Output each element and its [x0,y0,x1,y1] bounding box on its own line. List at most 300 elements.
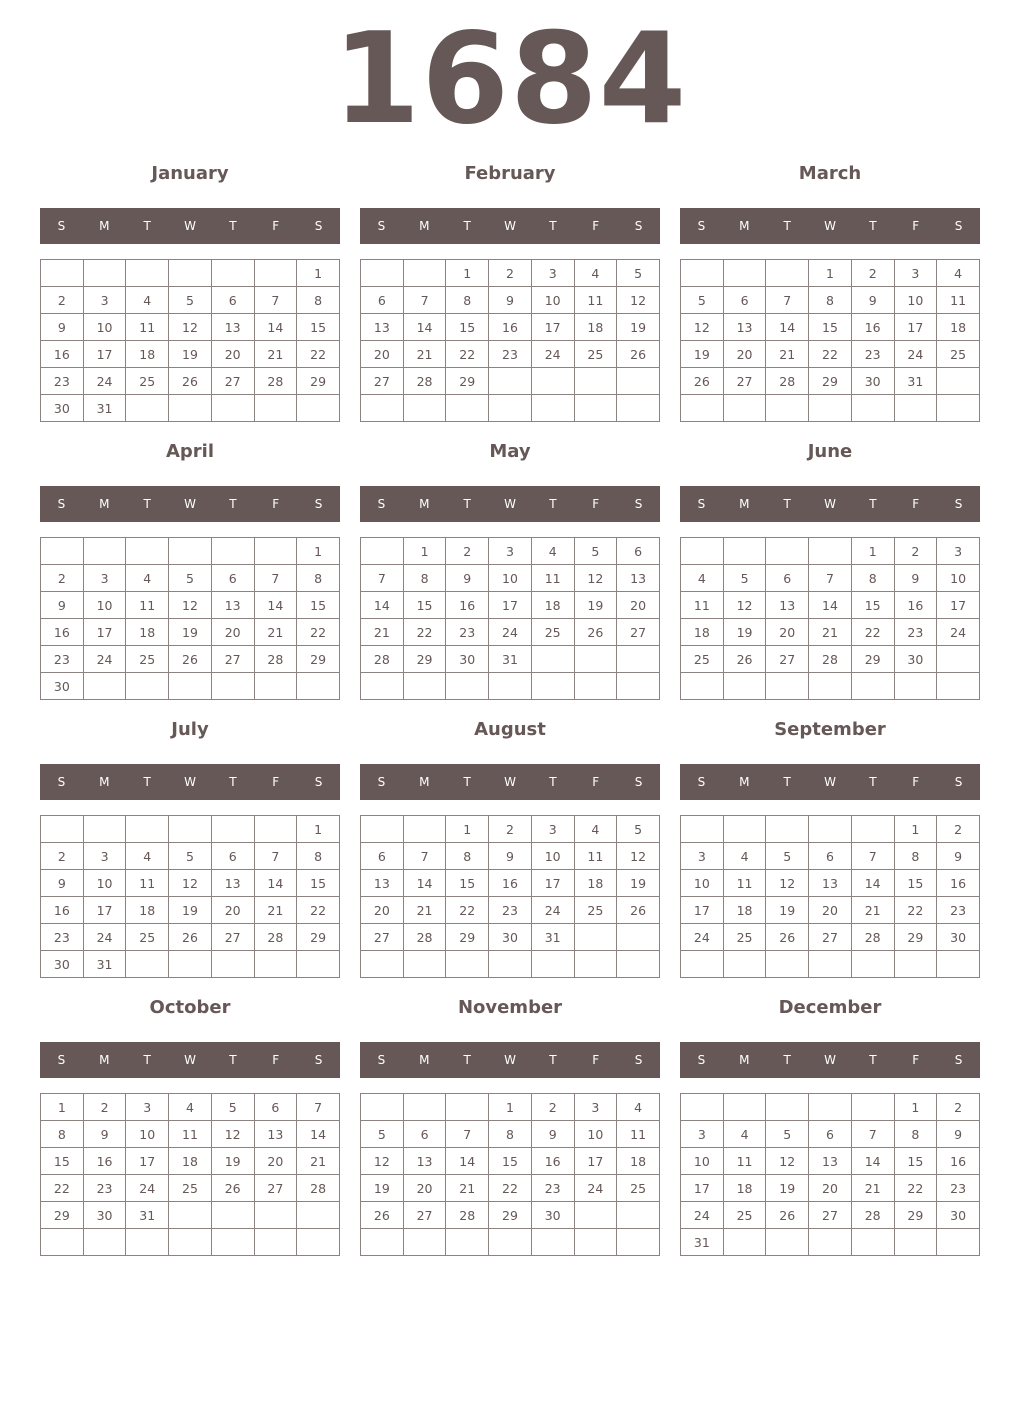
day-cell [574,1202,617,1229]
day-cell [681,951,724,978]
day-cell [126,395,169,422]
year-title: 1684 [332,5,688,152]
day-cell: 2 [531,1094,574,1121]
weekday-label: W [184,497,196,511]
month-march [680,156,980,422]
day-cell: 20 [809,1175,852,1202]
weekday-label: S [377,497,386,511]
day-cell [681,816,724,843]
day-cell: 11 [723,870,766,897]
day-cell: 14 [809,592,852,619]
weekday-label: T [143,1053,151,1067]
day-cell [617,1202,660,1229]
day-cell: 22 [41,1175,84,1202]
day-cell [361,1094,404,1121]
day-cell [723,673,766,700]
weekday-header [40,1042,340,1078]
day-cell [766,395,809,422]
weekday-label: T [783,219,791,233]
day-cell: 30 [446,646,489,673]
day-cell: 15 [894,1148,937,1175]
day-cell: 26 [723,646,766,673]
day-cell: 27 [254,1175,297,1202]
day-cell [297,951,340,978]
day-cell [211,1202,254,1229]
weekday-label: S [954,219,963,233]
week-row [681,1121,980,1148]
day-cell: 7 [403,287,446,314]
day-cell [766,260,809,287]
week-row [361,816,660,843]
day-grid [40,1093,340,1256]
week-row [361,1094,660,1121]
day-cell: 13 [211,314,254,341]
day-cell: 5 [574,538,617,565]
day-cell: 9 [937,1121,980,1148]
day-cell [126,816,169,843]
day-cell: 19 [169,897,212,924]
day-cell: 4 [126,843,169,870]
day-cell: 18 [126,897,169,924]
day-cell: 17 [894,314,937,341]
weekday-label: F [912,219,920,233]
weekday-label: T [229,219,237,233]
day-grid [40,815,340,978]
weekday-header [40,486,340,522]
day-cell [723,951,766,978]
day-cell [169,1229,212,1256]
day-cell: 9 [531,1121,574,1148]
day-cell: 1 [851,538,894,565]
day-cell: 20 [723,341,766,368]
day-cell: 17 [574,1148,617,1175]
day-cell [361,395,404,422]
day-cell: 18 [574,314,617,341]
weekday-label: S [377,775,386,789]
day-cell [937,368,980,395]
week-row [361,897,660,924]
day-cell [361,951,404,978]
weekday-label: F [592,1053,600,1067]
weekday-label: S [634,775,643,789]
day-cell [851,1094,894,1121]
day-cell: 15 [809,314,852,341]
day-cell: 12 [617,287,660,314]
day-cell: 29 [446,368,489,395]
day-cell: 1 [446,260,489,287]
day-cell: 23 [41,924,84,951]
day-cell: 7 [254,843,297,870]
day-cell: 12 [169,592,212,619]
day-cell [723,260,766,287]
weekday-label: M [739,1053,750,1067]
day-cell: 26 [617,341,660,368]
weekday-header [680,208,980,244]
day-cell: 29 [894,924,937,951]
day-cell: 17 [83,897,126,924]
day-cell: 23 [41,646,84,673]
day-cell: 21 [361,619,404,646]
day-cell: 29 [851,646,894,673]
day-cell [617,1229,660,1256]
month-name: August [474,719,546,740]
day-cell: 15 [41,1148,84,1175]
day-cell: 14 [851,870,894,897]
day-cell: 24 [83,924,126,951]
day-cell: 15 [297,592,340,619]
day-cell [126,260,169,287]
day-cell: 21 [254,341,297,368]
day-cell: 30 [851,368,894,395]
day-cell: 8 [851,565,894,592]
week-row [361,1148,660,1175]
weekday-label: T [869,1053,877,1067]
day-cell: 3 [937,538,980,565]
week-row [41,816,340,843]
day-cell: 27 [809,924,852,951]
weekday-label: M [419,775,430,789]
day-cell: 28 [254,924,297,951]
day-cell: 19 [617,870,660,897]
month-name: June [807,441,853,462]
day-cell: 4 [574,260,617,287]
week-row [41,368,340,395]
day-cell [574,395,617,422]
day-cell: 16 [937,870,980,897]
day-cell: 10 [894,287,937,314]
day-cell: 17 [681,1175,724,1202]
day-cell [617,673,660,700]
day-cell: 1 [446,816,489,843]
day-cell: 25 [574,897,617,924]
week-row [41,924,340,951]
day-cell: 23 [489,897,532,924]
weekday-label: F [272,1053,280,1067]
month-name: December [778,997,882,1018]
day-cell [851,951,894,978]
day-cell: 13 [809,1148,852,1175]
month-november [360,990,660,1256]
day-cell: 10 [574,1121,617,1148]
day-cell: 3 [681,843,724,870]
day-cell [574,673,617,700]
day-cell [617,951,660,978]
day-cell: 12 [574,565,617,592]
weekday-label: T [229,497,237,511]
week-row [681,1229,980,1256]
day-cell: 12 [211,1121,254,1148]
weekday-label: S [634,497,643,511]
day-cell [766,673,809,700]
day-cell: 30 [41,673,84,700]
day-cell: 4 [617,1094,660,1121]
day-cell: 1 [41,1094,84,1121]
day-cell [894,951,937,978]
day-cell: 2 [83,1094,126,1121]
day-cell [361,673,404,700]
day-cell: 4 [126,287,169,314]
day-cell [41,538,84,565]
day-cell: 22 [446,341,489,368]
day-cell [126,673,169,700]
day-cell: 2 [41,287,84,314]
day-cell: 6 [211,843,254,870]
day-cell: 28 [766,368,809,395]
weekday-header [680,486,980,522]
day-cell: 9 [489,287,532,314]
day-cell [489,1229,532,1256]
day-cell: 7 [254,565,297,592]
weekday-header [360,764,660,800]
day-cell: 1 [297,816,340,843]
day-cell: 9 [41,870,84,897]
day-cell: 11 [723,1148,766,1175]
day-cell [41,1229,84,1256]
day-cell: 20 [211,619,254,646]
weekday-label: F [592,219,600,233]
day-cell: 23 [531,1175,574,1202]
week-row [681,646,980,673]
day-cell: 1 [809,260,852,287]
weekday-label: S [57,219,66,233]
day-cell: 19 [574,592,617,619]
day-grid [360,259,660,422]
day-cell [446,1229,489,1256]
month-february [360,156,660,422]
day-cell: 4 [126,565,169,592]
day-cell: 12 [617,843,660,870]
day-cell [361,1229,404,1256]
week-row [361,673,660,700]
day-cell: 22 [809,341,852,368]
day-cell: 21 [403,341,446,368]
week-row [681,619,980,646]
day-cell: 23 [41,368,84,395]
day-cell: 29 [297,646,340,673]
day-cell: 12 [766,1148,809,1175]
day-cell: 2 [446,538,489,565]
week-row [681,1202,980,1229]
day-cell [489,673,532,700]
month-name: October [149,997,231,1018]
day-cell: 9 [851,287,894,314]
day-cell: 16 [41,341,84,368]
weekday-label: S [314,497,323,511]
day-cell: 12 [169,870,212,897]
day-cell: 12 [723,592,766,619]
weekday-label: S [697,219,706,233]
day-cell: 11 [574,287,617,314]
day-cell: 6 [403,1121,446,1148]
day-cell: 6 [809,1121,852,1148]
day-cell: 18 [723,897,766,924]
day-cell: 20 [361,897,404,924]
day-cell: 28 [851,924,894,951]
day-cell: 23 [937,897,980,924]
day-cell: 7 [766,287,809,314]
day-grid [360,815,660,978]
day-grid [40,537,340,700]
day-cell: 14 [446,1148,489,1175]
day-cell: 14 [403,870,446,897]
day-cell: 27 [361,924,404,951]
weekday-label: M [99,1053,110,1067]
weekday-label: W [824,1053,836,1067]
day-cell: 24 [489,619,532,646]
day-cell: 10 [681,1148,724,1175]
weekday-label: S [954,497,963,511]
week-row [41,1175,340,1202]
week-row [681,565,980,592]
day-cell: 3 [83,565,126,592]
day-cell [361,816,404,843]
weekday-label: S [634,219,643,233]
day-cell: 11 [169,1121,212,1148]
day-cell [723,1229,766,1256]
day-cell: 20 [809,897,852,924]
week-row [41,619,340,646]
day-cell: 6 [361,287,404,314]
month-august [360,712,660,978]
day-cell: 1 [894,1094,937,1121]
day-cell: 29 [403,646,446,673]
day-cell: 4 [574,816,617,843]
day-cell: 6 [617,538,660,565]
day-cell: 10 [83,870,126,897]
week-row [41,1121,340,1148]
weekday-label: W [824,497,836,511]
day-cell [574,646,617,673]
weekday-label: F [272,775,280,789]
day-cell: 11 [531,565,574,592]
day-cell: 13 [361,870,404,897]
week-row [681,897,980,924]
weekday-label: T [549,497,557,511]
day-cell: 19 [361,1175,404,1202]
day-cell: 29 [894,1202,937,1229]
day-cell: 15 [403,592,446,619]
day-cell [681,673,724,700]
month-january [40,156,340,422]
week-row [361,1202,660,1229]
day-cell: 18 [126,619,169,646]
day-cell: 6 [723,287,766,314]
day-cell: 8 [894,1121,937,1148]
day-cell [894,1229,937,1256]
week-row [41,565,340,592]
day-cell: 30 [937,1202,980,1229]
day-cell: 26 [169,646,212,673]
day-cell: 25 [574,341,617,368]
day-cell [766,816,809,843]
week-row [681,673,980,700]
day-cell: 13 [617,565,660,592]
day-cell: 30 [489,924,532,951]
day-cell: 17 [681,897,724,924]
week-row [41,538,340,565]
day-cell: 21 [809,619,852,646]
day-cell: 29 [297,368,340,395]
week-row [41,341,340,368]
day-cell: 11 [574,843,617,870]
day-cell: 27 [723,368,766,395]
day-cell: 19 [766,897,809,924]
day-cell: 25 [531,619,574,646]
day-cell: 8 [297,565,340,592]
day-cell: 21 [297,1148,340,1175]
day-cell [937,1229,980,1256]
week-row [681,368,980,395]
day-cell: 29 [446,924,489,951]
day-cell: 10 [83,592,126,619]
day-cell: 16 [937,1148,980,1175]
weekday-label: T [463,219,471,233]
day-cell [809,538,852,565]
day-cell: 7 [446,1121,489,1148]
day-cell: 26 [361,1202,404,1229]
weekday-label: T [549,775,557,789]
day-cell: 9 [41,592,84,619]
day-cell: 20 [254,1148,297,1175]
day-cell: 1 [894,816,937,843]
month-may [360,434,660,700]
day-cell: 13 [254,1121,297,1148]
week-row [681,816,980,843]
week-row [681,260,980,287]
weekday-label: T [143,775,151,789]
day-cell: 11 [126,314,169,341]
day-cell: 19 [617,314,660,341]
day-cell: 31 [126,1202,169,1229]
week-row [361,1121,660,1148]
day-cell: 25 [126,368,169,395]
day-cell: 6 [361,843,404,870]
weekday-label: F [272,497,280,511]
week-row [361,646,660,673]
week-row [681,341,980,368]
day-cell: 16 [446,592,489,619]
day-cell: 16 [894,592,937,619]
weekday-label: S [697,1053,706,1067]
day-cell: 27 [809,1202,852,1229]
weekday-label: M [99,497,110,511]
day-cell: 15 [297,314,340,341]
day-cell: 14 [254,314,297,341]
day-cell: 21 [254,897,297,924]
day-cell: 19 [723,619,766,646]
month-name: March [798,163,862,184]
day-cell: 13 [766,592,809,619]
day-cell: 15 [446,870,489,897]
day-cell [489,368,532,395]
day-cell [937,395,980,422]
day-cell [169,951,212,978]
day-cell [169,816,212,843]
day-cell [766,1094,809,1121]
weekday-label: T [869,497,877,511]
day-cell: 3 [574,1094,617,1121]
day-cell: 21 [851,1175,894,1202]
day-cell: 8 [489,1121,532,1148]
day-cell [681,538,724,565]
weekday-label: S [954,1053,963,1067]
day-cell [403,1094,446,1121]
day-cell [254,260,297,287]
day-cell: 14 [254,592,297,619]
day-cell: 9 [446,565,489,592]
day-cell [937,646,980,673]
week-row [681,1175,980,1202]
